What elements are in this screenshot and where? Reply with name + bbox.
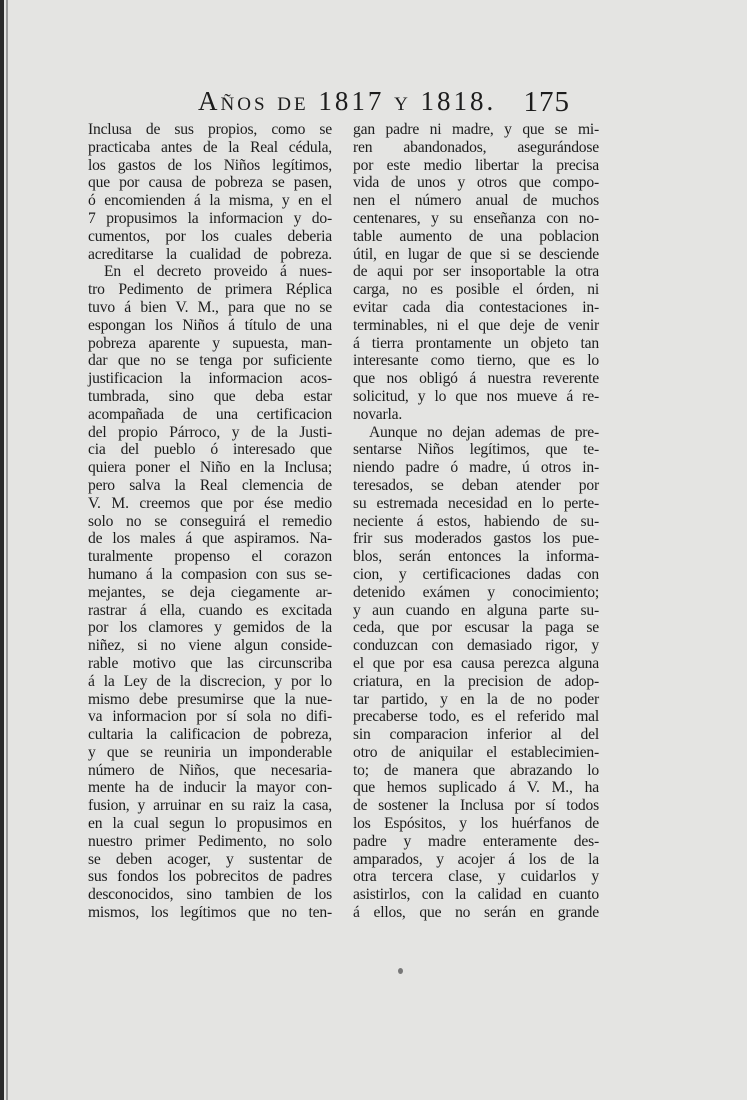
text-line: centenares, y su enseñanza con no- [353,209,599,227]
text-line: nen el número anual de muchos [353,192,599,210]
text-line: pobreza aparente y supuesta, man- [88,334,332,352]
text-line: que por causa de pobreza se pasen, [88,174,332,192]
text-line: mejantes, se deja ciegamente ar- [88,583,332,601]
text-line: evitar cada dia contestaciones in- [353,298,599,316]
text-line: practicaba antes de la Real cédula, [88,138,332,156]
text-line: Aunque no dejan ademas de pre- [369,423,599,441]
text-line: quiera poner el Niño en la Inclusa; [88,459,332,477]
text-line: conduzcan con demasiado rigor, y [353,637,599,655]
text-line: sus fondos los pobrecitos de padres [88,868,332,886]
text-line: justificacion la informacion acos- [88,370,332,388]
text-line: de aqui por ser insoportable la otra [353,263,599,281]
text-line: á la Ley de la discrecion, y por lo [88,672,332,690]
text-line: asistirlos, con la calidad en cuanto [353,886,599,904]
text-line: á ellos, que no serán en grande [353,904,599,922]
text-line: rable motivo que las circunscriba [88,654,332,672]
text-line: mismos, los legítimos que no ten- [88,904,332,922]
text-line: que nos obligó á nuestra reverente [353,370,599,388]
text-line: rastrar á ella, cuando es excitada [88,601,332,619]
text-line: tro Pedimento de primera Réplica [88,281,332,299]
text-line: que hemos suplicado á V. M., ha [353,779,599,797]
text-line: novarla. [353,405,403,423]
text-line: neciente á estos, habiendo de su- [353,512,599,530]
text-line: el que por esa causa perezca alguna [353,654,599,672]
text-line: table aumento de una poblacion [353,227,599,245]
paper-speck [398,968,403,974]
text-line: acreditarse la cualidad de pobreza. [88,245,332,263]
text-line: frir sus moderados gastos los pue- [353,530,599,548]
text-line: y que se reuniria un imponderable [88,743,332,761]
text-line: número de Niños, que necesaria- [88,761,332,779]
text-line: otro de aniquilar el establecimien- [353,743,599,761]
text-line: sentarse Niños legítimos, que te- [353,441,599,459]
text-line: acompañada de una certificacion [88,405,332,423]
text-line: los Espósitos, y los huérfanos de [353,815,599,833]
text-line: del propio Párroco, y de la Justi- [88,423,332,441]
text-line: tuvo á bien V. M., para que no se [88,298,332,316]
page-number: 175 [523,86,570,118]
text-line: terminables, ni el que deje de venir [353,316,599,334]
text-line: útil, en lugar de que si se desciende [353,245,599,263]
text-line: padre y madre enteramente des- [353,832,599,850]
text-line: desconocidos, sino tambien de los [88,886,332,904]
scan-edge [0,0,4,1100]
text-line: cion, y certificaciones dadas con [353,565,599,583]
text-line: mismo debe presumirse que la nue- [88,690,332,708]
text-line: Inclusa de sus propios, como se [88,121,332,138]
left-column [88,121,332,922]
text-line: á tierra prontamente un objeto tan [353,334,599,352]
text-line: mente ha de inducir la mayor con- [88,779,332,797]
text-line: teresados, se deban atender por [353,476,599,494]
text-line: ren abandonados, asegurándose [353,138,599,156]
text-line: ó encomienden á la misma, y en el [88,192,332,210]
text-line: niendo padre ó madre, ú otros in- [353,459,599,477]
text-line: nuestro primer Pedimento, no solo [88,832,332,850]
text-line: niñez, si no viene algun conside- [88,637,332,655]
text-line: criatura, en la precision de adop- [353,672,599,690]
text-line: por los clamores y gemidos de la [88,619,332,637]
text-line: cultaria la calificacion de pobreza, [88,726,332,744]
text-line: de los males á que aspiramos. Na- [88,530,332,548]
text-line: gan padre ni madre, y que se mi- [353,121,599,138]
text-line: blos, serán entonces la informa- [353,548,599,566]
text-line: por este medio libertar la precisa [353,156,599,174]
text-line: se deben acoger, y sustentar de [88,850,332,868]
header-title: Años de 1817 y 1818. [198,86,497,116]
text-line: to; de manera que abrazando lo [353,761,599,779]
text-line: otra tercera clase, y cuidarlos y [353,868,599,886]
text-line: solicitud, y lo que nos mueve á re- [353,387,599,405]
text-line: amparados, y acojer á los de la [353,850,599,868]
text-line: detenido exámen y conocimiento; [353,583,599,601]
text-line: fusion, y arruinar en su raiz la casa, [88,797,332,815]
text-line: precaberse todo, es el referido mal [353,708,599,726]
text-line: tumbrada, sino que deba estar [88,387,332,405]
text-line: tar partido, y en la de no poder [353,690,599,708]
text-line: humano á la compasion con sus se- [88,565,332,583]
text-line: ceda, que por escusar la paga se [353,619,599,637]
text-line: en la cual segun lo propusimos en [88,815,332,833]
text-line: espongan los Niños á título de una [88,316,332,334]
text-line: de sostener la Inclusa por sí todos [353,797,599,815]
text-line: cumentos, por los cuales deberia [88,227,332,245]
text-line: interesante como tierno, que es lo [353,352,599,370]
text-line: 7 propusimos la informacion y do- [88,209,332,227]
text-line: los gastos de los Niños legítimos, [88,156,332,174]
text-line: cia del pueblo ó interesado que [88,441,332,459]
text-line: turalmente propenso el corazon [88,548,332,566]
text-line: sin comparacion inferior al del [353,726,599,744]
text-line: V. M. creemos que por ése medio [88,494,332,512]
text-line: y aun cuando en alguna parte su- [353,601,599,619]
scan-edge-shadow [6,0,8,1100]
text-line: En el decreto proveido á nues- [104,263,332,281]
text-line: vida de unos y otros que compo- [353,174,599,192]
text-line: pero salva la Real clemencia de [88,476,332,494]
text-line: solo no se conseguirá el remedio [88,512,332,530]
right-column [353,121,599,922]
running-header [198,86,570,120]
text-line: su estremada necesidad en lo perte- [353,494,599,512]
text-line: va informacion por sí sola no difi- [88,708,332,726]
text-line: dar que no se tenga por suficiente [88,352,332,370]
text-line: carga, no es posible el órden, ni [353,281,599,299]
